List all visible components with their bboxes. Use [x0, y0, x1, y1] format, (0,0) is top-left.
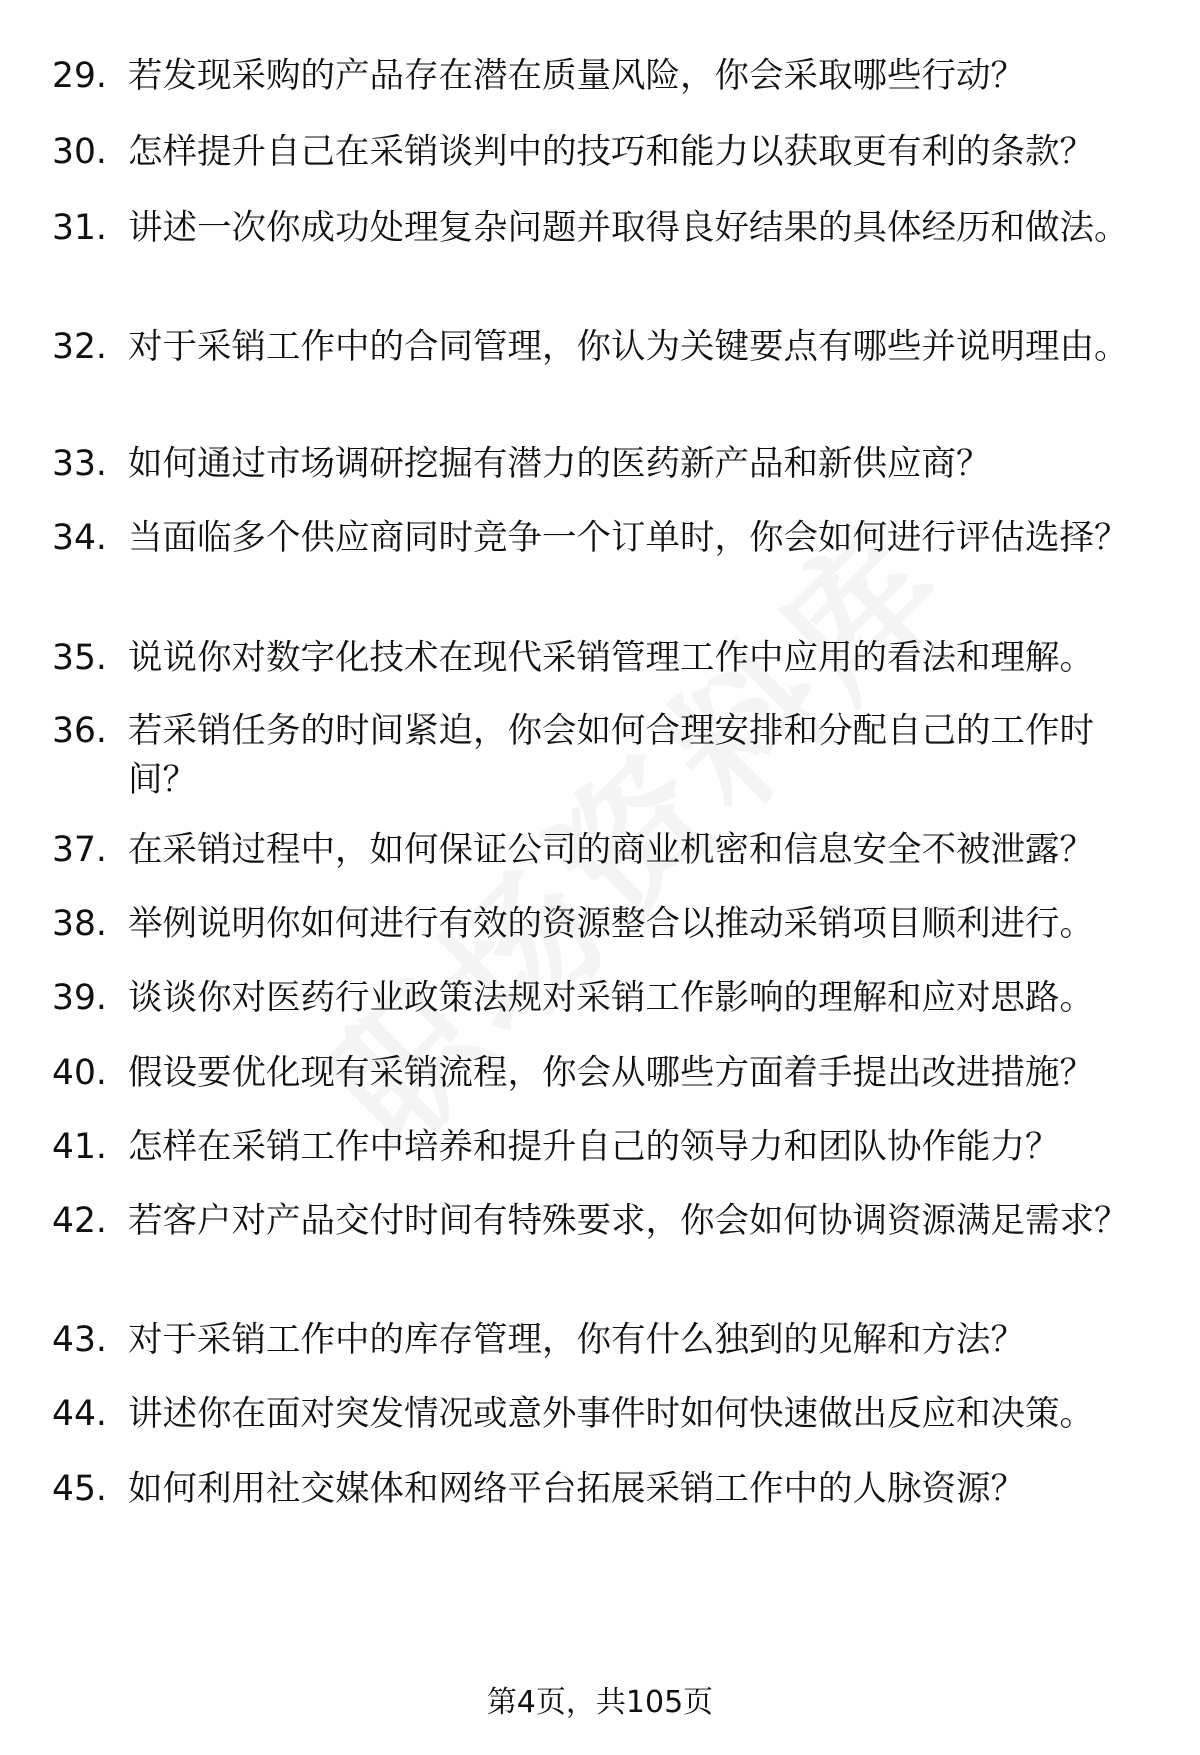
question-text: 怎样提升自己在采销谈判中的技巧和能力以获取更有利的条款？ — [128, 132, 1094, 172]
question-number: 45. — [52, 1469, 107, 1509]
question-number: 40. — [52, 1053, 107, 1093]
question-text: 说说你对数字化技术在现代采销管理工作中应用的看法和理解。 — [128, 638, 1094, 678]
question-text: 若采销任务的时间紧迫，你会如何合理安排和分配自己的工作时间？ — [128, 711, 1094, 800]
question-number: 30. — [52, 132, 107, 172]
question-number: 29. — [52, 56, 107, 96]
question-number: 33. — [52, 444, 107, 484]
question-number: 38. — [52, 904, 107, 944]
question-number: 31. — [52, 208, 107, 248]
question-number: 39. — [52, 978, 107, 1018]
question-text: 对于采销工作中的库存管理，你有什么独到的见解和方法？ — [128, 1320, 1025, 1360]
question-text: 讲述一次你成功处理复杂问题并取得良好结果的具体经历和做法。 — [128, 208, 1129, 248]
question-text: 在采销过程中，如何保证公司的商业机密和信息安全不被泄露？ — [128, 830, 1094, 870]
question-number: 36. — [52, 711, 107, 751]
question-text: 当面临多个供应商同时竞争一个订单时，你会如何进行评估选择？ — [128, 518, 1129, 558]
question-text: 对于采销工作中的合同管理，你认为关键要点有哪些并说明理由。 — [128, 327, 1129, 367]
question-text: 假设要优化现有采销流程，你会从哪些方面着手提出改进措施？ — [128, 1053, 1094, 1093]
question-number: 37. — [52, 830, 107, 870]
question-text: 如何通过市场调研挖掘有潜力的医药新产品和新供应商？ — [128, 444, 991, 484]
question-text: 谈谈你对医药行业政策法规对采销工作影响的理解和应对思路。 — [128, 978, 1094, 1018]
question-number: 34. — [52, 518, 107, 558]
question-text: 如何利用社交媒体和网络平台拓展采销工作中的人脉资源？ — [128, 1469, 1025, 1509]
question-text: 讲述你在面对突发情况或意外事件时如何快速做出反应和决策。 — [128, 1394, 1094, 1434]
question-number: 32. — [52, 327, 107, 367]
question-text: 若发现采购的产品存在潜在质量风险，你会采取哪些行动？ — [128, 56, 1025, 96]
question-text: 怎样在采销工作中培养和提升自己的领导力和团队协作能力？ — [128, 1127, 1060, 1167]
question-text: 举例说明你如何进行有效的资源整合以推动采销项目顺利进行。 — [128, 904, 1094, 944]
question-text: 若客户对产品交付时间有特殊要求，你会如何协调资源满足需求？ — [128, 1201, 1129, 1241]
question-number: 43. — [52, 1320, 107, 1360]
question-number: 44. — [52, 1394, 107, 1434]
question-number: 42. — [52, 1201, 107, 1241]
question-number: 41. — [52, 1127, 107, 1167]
page-footer: 第4页，共105页 — [486, 1685, 714, 1720]
question-number: 35. — [52, 638, 107, 678]
